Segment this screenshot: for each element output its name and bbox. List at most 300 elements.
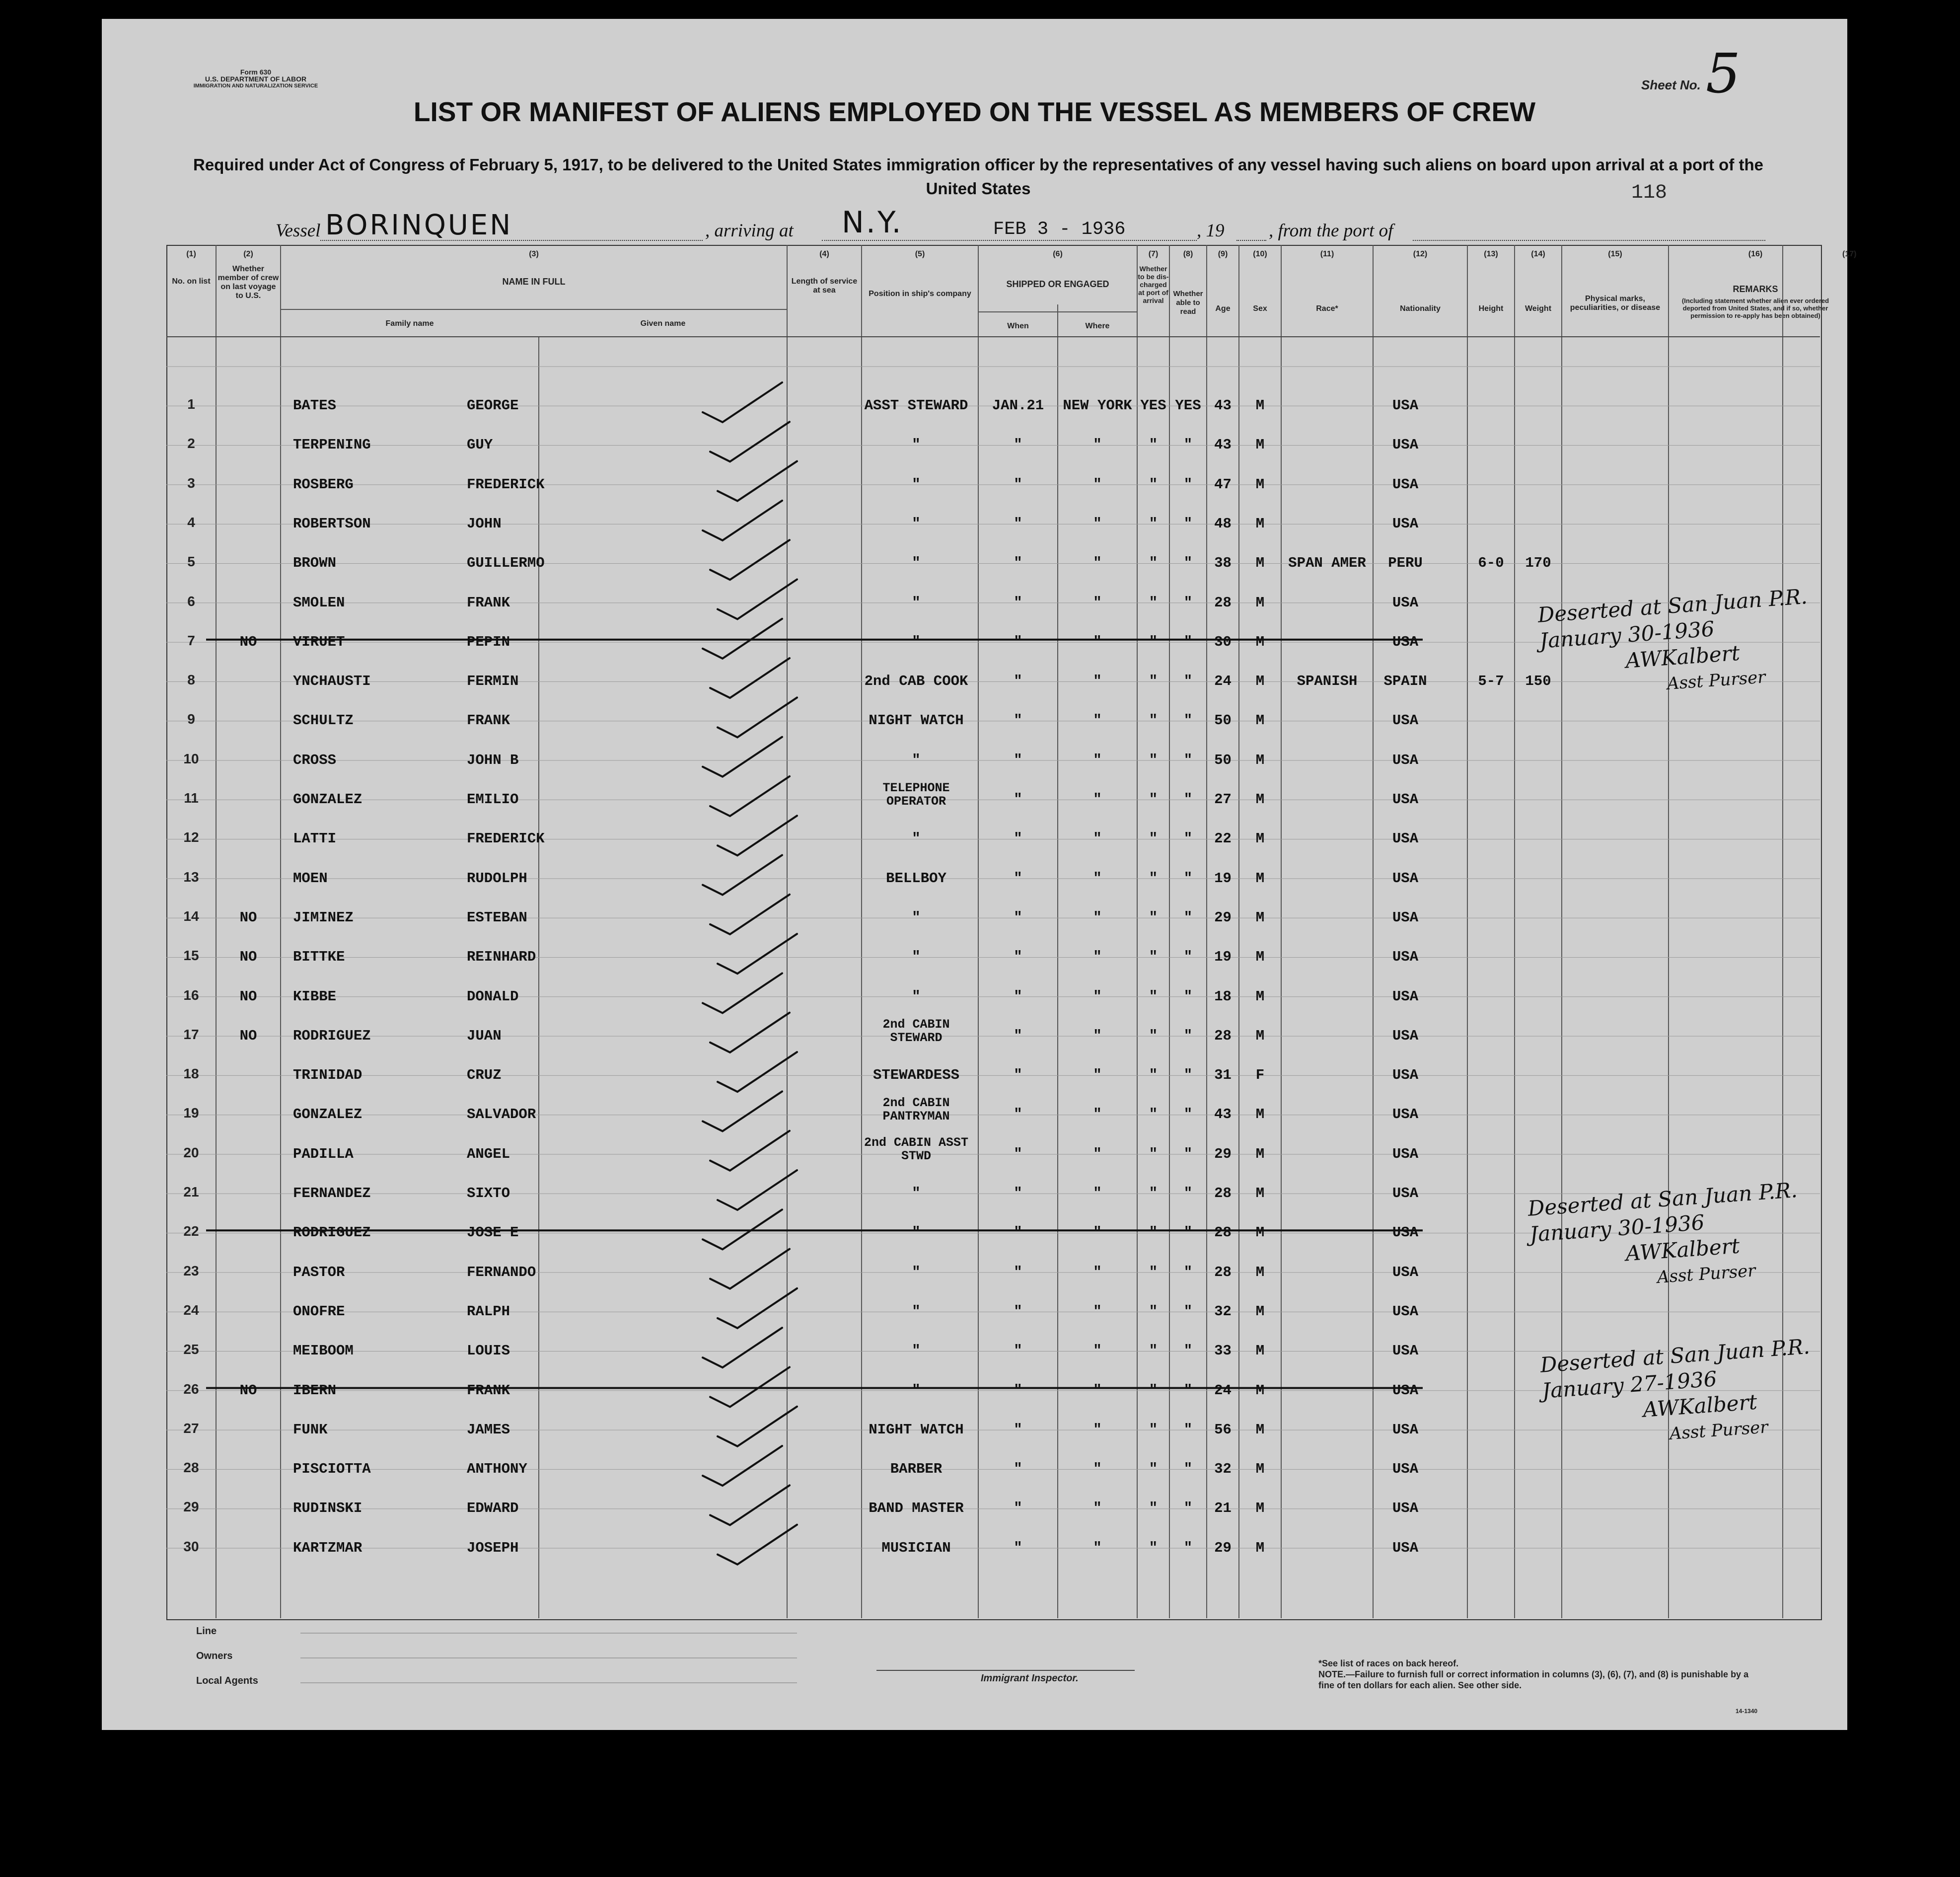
cell-position: " <box>912 1264 921 1280</box>
cell-sex: M <box>1255 594 1265 611</box>
cell-when: " <box>1014 830 1022 847</box>
remark-line: January 30-1936 <box>1538 616 1715 653</box>
cell-when: " <box>1014 1145 1022 1162</box>
row-number: 12 <box>183 829 199 845</box>
cell-sex: M <box>1255 1382 1265 1399</box>
cell-when: JAN.21 <box>992 397 1044 414</box>
cell-nat: USA <box>1392 1224 1419 1241</box>
cell-family: RODRIGUEZ <box>293 1224 371 1241</box>
cell-age: 32 <box>1214 1303 1232 1320</box>
remark-desertion-2 <box>1527 1177 1804 1299</box>
cell-disch: " <box>1149 1145 1158 1162</box>
check-mark <box>710 1249 790 1289</box>
header-shipped-engaged: SHIPPED OR ENGAGED <box>1006 279 1109 289</box>
cell-given: FRANK <box>467 712 510 729</box>
row-number: 13 <box>183 869 199 885</box>
check-mark <box>718 461 797 501</box>
cell-where: " <box>1093 673 1102 690</box>
inspector-label: Immigrant Inspector. <box>981 1673 1079 1684</box>
row-number: 14 <box>183 908 199 924</box>
cell-nat: USA <box>1392 476 1419 493</box>
cell-family: LATTI <box>293 830 337 847</box>
row-number: 16 <box>183 987 199 1003</box>
cell-when: " <box>1014 1343 1022 1359</box>
cell-disch: " <box>1149 988 1158 1005</box>
cell-weight: 170 <box>1525 555 1551 572</box>
row-number: 3 <box>187 475 195 491</box>
row-number: 4 <box>187 514 195 530</box>
check-mark <box>703 737 782 777</box>
cell-age: 56 <box>1214 1421 1232 1438</box>
header-given-name: Given name <box>640 319 686 328</box>
cell-sex: M <box>1255 673 1265 690</box>
cell-where: " <box>1093 1382 1102 1399</box>
colnum-13: (13) <box>1484 250 1498 258</box>
cell-position: STEWARDESS <box>872 1067 960 1084</box>
cell-read: " <box>1183 1185 1193 1201</box>
cell-when: " <box>1014 712 1022 729</box>
cell-family: RUDINSKI <box>293 1500 363 1517</box>
cell-family: FUNK <box>293 1421 328 1438</box>
remark-title: Asst Purser <box>1656 1261 1756 1288</box>
cell-where: " <box>1093 594 1102 611</box>
cell-disch: " <box>1149 1224 1158 1241</box>
cell-position: BARBER <box>890 1461 943 1478</box>
cell-nat: SPAIN <box>1383 673 1427 690</box>
cell-read: " <box>1183 555 1193 572</box>
cell-family: IBERN <box>293 1382 337 1399</box>
cell-given: JUAN <box>467 1027 502 1044</box>
cell-position: " <box>912 594 921 611</box>
cell-read: " <box>1183 1224 1193 1241</box>
check-mark <box>718 1288 797 1328</box>
check-mark <box>710 1131 790 1171</box>
colnum-16: (16) <box>1748 250 1763 258</box>
cell-nat: USA <box>1392 712 1419 729</box>
cell-given: FERNANDO <box>467 1264 536 1280</box>
cell-where: " <box>1093 751 1102 768</box>
cell-sex: M <box>1255 1145 1265 1162</box>
row-number: 24 <box>183 1302 199 1318</box>
cell-disch: " <box>1149 1382 1158 1399</box>
cell-read: " <box>1183 1145 1193 1162</box>
cell-when: " <box>1014 673 1022 690</box>
cell-sex: M <box>1255 949 1265 966</box>
cell-sex: M <box>1255 1027 1265 1044</box>
cell-when: " <box>1014 476 1022 493</box>
cell-given: FERMIN <box>467 673 519 690</box>
cell-family: SMOLEN <box>293 594 345 611</box>
cell-nat: USA <box>1392 751 1419 768</box>
manifest-title: LIST OR MANIFEST OF ALIENS EMPLOYED ON THE VESSEL AS MEMBERS OF CREW <box>413 96 1536 127</box>
punch-hole <box>42 1470 64 1492</box>
manifest-subtitle: Required under Act of Congress of February 5, 1917, to be delivered to the United States immigration officer by the representatives of any vessel having such aliens on board upon arrival at a port of the United States <box>193 155 1763 198</box>
cell-read: " <box>1183 1382 1193 1399</box>
cell-age: 19 <box>1214 870 1232 887</box>
cell-where: " <box>1093 1027 1102 1044</box>
cell-sex: F <box>1255 1067 1265 1084</box>
header-no-on-list: No. on list <box>172 277 211 286</box>
cell-age: 18 <box>1214 988 1232 1005</box>
cell-given: RUDOLPH <box>467 870 527 887</box>
cell-age: 24 <box>1214 673 1232 690</box>
check-mark <box>703 501 782 540</box>
header-able-read: Whether able to read <box>1173 290 1203 316</box>
cell-disch: " <box>1149 1106 1158 1123</box>
cell-read: " <box>1183 1500 1193 1517</box>
cell-position: NIGHT WATCH <box>869 1421 964 1438</box>
cell-position: " <box>912 751 921 768</box>
cell-sex: M <box>1255 1303 1265 1320</box>
cell-where: " <box>1093 988 1102 1005</box>
row-number: 6 <box>187 593 195 609</box>
cell-family: TERPENING <box>293 437 371 453</box>
cell-disch: " <box>1149 949 1158 966</box>
remark-desertion-1 <box>1537 584 1814 705</box>
colnum-14: (14) <box>1531 250 1545 258</box>
cell-family: BITTKE <box>293 949 345 966</box>
cell-nat: USA <box>1392 397 1419 414</box>
cell-position: " <box>912 555 921 572</box>
form-number: Form 630 <box>240 68 272 76</box>
header-race: Race* <box>1316 304 1338 313</box>
cell-nat: PERU <box>1388 555 1423 572</box>
cell-family: GONZALEZ <box>293 1106 363 1123</box>
cell-when: " <box>1014 988 1022 1005</box>
cell-when: " <box>1014 1303 1022 1320</box>
cell-when: " <box>1014 870 1022 887</box>
cell-sex: M <box>1255 397 1265 414</box>
cell-given: CRUZ <box>467 1067 502 1084</box>
cell-where: " <box>1093 1343 1102 1359</box>
colnum-2: (2) <box>243 250 253 258</box>
cell-height: 6-0 <box>1478 555 1504 572</box>
cell-disch: " <box>1149 594 1158 611</box>
check-mark <box>718 1170 797 1210</box>
cell-sex: M <box>1255 1343 1265 1359</box>
cell-when: " <box>1014 594 1022 611</box>
header-discharged: Whether to be dis-charged at port of arrival <box>1138 265 1169 304</box>
cell-nat: USA <box>1392 1500 1419 1517</box>
cell-sex: M <box>1255 1224 1265 1241</box>
cell-family: ONOFRE <box>293 1303 345 1320</box>
cell-family: PISCIOTTA <box>293 1461 371 1478</box>
cell-family: PASTOR <box>293 1264 345 1280</box>
cell-read: " <box>1183 1343 1193 1359</box>
cell-disch: " <box>1149 712 1158 729</box>
cell-read: " <box>1183 1106 1193 1123</box>
arriving-port: N.Y. <box>842 205 903 240</box>
cell-position: 2nd CAB COOK <box>864 673 968 690</box>
cell-read: " <box>1183 1421 1193 1438</box>
cell-disch: " <box>1149 555 1158 572</box>
colnum-12: (12) <box>1413 250 1428 258</box>
cell-family: ROSBERG <box>293 476 354 493</box>
cell-when: " <box>1014 1027 1022 1044</box>
cell-given: SALVADOR <box>467 1106 536 1123</box>
cell-given: ANGEL <box>467 1145 510 1162</box>
cell-family: MOEN <box>293 870 328 887</box>
remark-line: January 27-1936 <box>1541 1366 1718 1403</box>
colnum-6: (6) <box>1053 250 1063 258</box>
check-mark <box>718 934 797 974</box>
cell-given: JOSEPH <box>467 1539 519 1556</box>
cell-age: 33 <box>1214 1343 1232 1359</box>
cell-disch: " <box>1149 909 1158 926</box>
cell-sex: M <box>1255 1539 1265 1556</box>
header-height: Height <box>1478 304 1504 313</box>
cell-given: GUILLERMO <box>467 555 545 572</box>
cell-nat: USA <box>1392 988 1419 1005</box>
cell-sex: M <box>1255 870 1265 887</box>
header-family-name: Family name <box>385 319 434 328</box>
cell-nat: USA <box>1392 633 1419 650</box>
cell-sex: M <box>1255 791 1265 808</box>
row-number: 27 <box>183 1420 199 1436</box>
cell-age: 38 <box>1214 555 1232 572</box>
from-port-label: , from the port of <box>1269 221 1393 241</box>
owners-label: Owners <box>196 1651 233 1661</box>
cell-read: " <box>1183 673 1193 690</box>
remark-line: Deserted at San Juan P.R. <box>1539 1334 1811 1377</box>
row-number: 18 <box>183 1066 199 1082</box>
cell-sex: M <box>1255 988 1265 1005</box>
cell-position: " <box>912 1382 921 1399</box>
cell-nat: USA <box>1392 515 1419 532</box>
cell-given: FREDERICK <box>467 476 545 493</box>
cell-read: " <box>1183 1539 1193 1556</box>
cell-where: " <box>1093 1067 1102 1084</box>
cell-given: PEPIN <box>467 633 510 650</box>
cell-position: " <box>912 1224 921 1241</box>
cell-sex: M <box>1255 1461 1265 1478</box>
cell-where: " <box>1093 712 1102 729</box>
check-mark <box>703 382 782 422</box>
punch-hole <box>42 1128 64 1150</box>
header-sex: Sex <box>1253 304 1267 313</box>
cell-given: ESTEBAN <box>467 909 527 926</box>
colnum-11: (11) <box>1320 250 1334 258</box>
cell-position: " <box>912 1303 921 1320</box>
row-number: 5 <box>187 554 195 570</box>
cell-nat: USA <box>1392 1343 1419 1359</box>
cell-read: " <box>1183 1027 1193 1044</box>
row-number: 26 <box>183 1381 199 1397</box>
cell-read: " <box>1183 1303 1193 1320</box>
cell-read: " <box>1183 437 1193 453</box>
cell-age: 28 <box>1214 1185 1232 1201</box>
cell-age: 43 <box>1214 1106 1232 1123</box>
cell-sex: M <box>1255 1500 1265 1517</box>
cell-weight: 150 <box>1525 673 1551 690</box>
check-mark <box>703 1091 782 1131</box>
cell-disch: " <box>1149 830 1158 847</box>
cell-height: 5-7 <box>1478 673 1504 690</box>
cell-disch: YES <box>1140 397 1166 414</box>
cell-position: ASST STEWARD <box>864 397 968 414</box>
cell-read: " <box>1183 1264 1193 1280</box>
colnum-3: (3) <box>529 250 539 258</box>
cell-age: 47 <box>1214 476 1232 493</box>
cell-disch: " <box>1149 870 1158 887</box>
cell-family: BATES <box>293 397 337 414</box>
cell-read: " <box>1183 633 1193 650</box>
cell-age: 29 <box>1214 909 1232 926</box>
colnum-8: (8) <box>1183 250 1193 258</box>
cell-disch: " <box>1149 751 1158 768</box>
cell-given: EDWARD <box>467 1500 519 1517</box>
cell-nat: USA <box>1392 437 1419 453</box>
cell-where: " <box>1093 791 1102 808</box>
cell-nat: USA <box>1392 1382 1419 1399</box>
row-number: 17 <box>183 1026 199 1042</box>
cell-disch: " <box>1149 515 1158 532</box>
cell-position: " <box>912 909 921 926</box>
cell-nat: USA <box>1392 594 1419 611</box>
cell-when: " <box>1014 515 1022 532</box>
check-mark <box>703 1328 782 1367</box>
races-note: *See list of races on back hereof. <box>1318 1658 1459 1668</box>
punch-hole <box>42 565 64 587</box>
cell-position: 2nd CABIN PANTRYMAN <box>882 1096 950 1124</box>
cell-race: SPANISH <box>1297 673 1358 690</box>
arrival-date: FEB 3 - 1936 <box>993 219 1126 240</box>
cell-when: " <box>1014 791 1022 808</box>
remark-title: Asst Purser <box>1669 1417 1769 1444</box>
cell-age: 27 <box>1214 791 1232 808</box>
cell-disch: " <box>1149 1185 1158 1201</box>
cell-position: " <box>912 633 921 650</box>
header-nationality: Nationality <box>1400 304 1441 313</box>
punch-hole <box>42 642 64 664</box>
remark-line: January 30-1936 <box>1528 1210 1705 1247</box>
cell-position: 2nd CABIN ASST STWD <box>864 1135 969 1163</box>
cell-nat: USA <box>1392 909 1419 926</box>
check-mark <box>710 895 790 934</box>
cell-when: " <box>1014 1539 1022 1556</box>
check-mark <box>710 540 790 580</box>
cell-when: " <box>1014 633 1022 650</box>
header-length-service: Length of service at sea <box>791 277 858 295</box>
colnum-5: (5) <box>915 250 925 258</box>
cell-read: " <box>1183 712 1193 729</box>
footer-notes <box>1318 1658 1765 1691</box>
cell-position: " <box>912 988 921 1005</box>
row-number: 22 <box>183 1223 199 1239</box>
cell-family: ROBERTSON <box>293 515 371 532</box>
cell-family: VIRUET <box>293 633 345 650</box>
cell-disch: " <box>1149 673 1158 690</box>
form-code: 14-1340 <box>1736 1708 1758 1715</box>
cell-age: 28 <box>1214 1027 1232 1044</box>
cell-where: " <box>1093 1303 1102 1320</box>
remark-line: Deserted at San Juan P.R. <box>1527 1178 1799 1221</box>
cell-age: 29 <box>1214 1539 1232 1556</box>
check-mark <box>703 855 782 895</box>
cell-prev: NO <box>239 1027 257 1044</box>
cell-disch: " <box>1149 1303 1158 1320</box>
row-number: 28 <box>183 1460 199 1476</box>
cell-given: EMILIO <box>467 791 519 808</box>
header-age: Age <box>1215 304 1231 313</box>
check-mark <box>710 776 790 816</box>
cell-nat: USA <box>1392 791 1419 808</box>
cell-disch: " <box>1149 437 1158 453</box>
cell-when: " <box>1014 949 1022 966</box>
cell-when: " <box>1014 1500 1022 1517</box>
row-number: 19 <box>183 1105 199 1121</box>
cell-nat: USA <box>1392 1264 1419 1280</box>
sheet-number: 5 <box>1706 42 1741 105</box>
cell-prev: NO <box>239 909 257 926</box>
cell-family: RODRIGUEZ <box>293 1027 371 1044</box>
punch-hole <box>42 1212 64 1234</box>
penalty-note: NOTE.—Failure to furnish full or correct information in columns (3), (6), (7), and (8) is punishable by a fine of ten dollars for each alien. See other side. <box>1318 1669 1749 1690</box>
cell-given: DONALD <box>467 988 519 1005</box>
cell-read: " <box>1183 791 1193 808</box>
cell-nat: USA <box>1392 1303 1419 1320</box>
cell-nat: USA <box>1392 1461 1419 1478</box>
cell-given: RALPH <box>467 1303 510 1320</box>
vessel-label: Vessel <box>276 221 321 241</box>
cell-disch: " <box>1149 1027 1158 1044</box>
cell-given: JOHN B <box>467 751 519 768</box>
cell-given: REINHARD <box>467 949 536 966</box>
cell-read: " <box>1183 830 1193 847</box>
cell-disch: " <box>1149 791 1158 808</box>
cell-where: " <box>1093 1106 1102 1123</box>
cell-where: " <box>1093 1185 1102 1201</box>
cell-sex: M <box>1255 555 1265 572</box>
cell-age: 48 <box>1214 515 1232 532</box>
row-number: 21 <box>183 1184 199 1200</box>
cell-position: " <box>912 830 921 847</box>
cell-age: 30 <box>1214 633 1232 650</box>
header-when: When <box>1007 322 1029 330</box>
check-mark <box>718 580 797 619</box>
cell-disch: " <box>1149 1264 1158 1280</box>
remark-signature: AWKalbert <box>1642 1389 1758 1422</box>
cell-disch: " <box>1149 1500 1158 1517</box>
check-mark <box>718 1407 797 1446</box>
cell-when: " <box>1014 437 1022 453</box>
cell-age: 22 <box>1214 830 1232 847</box>
cell-where: " <box>1093 1145 1102 1162</box>
cell-given: GEORGE <box>467 397 519 414</box>
cell-sex: M <box>1255 437 1265 453</box>
cell-disch: " <box>1149 476 1158 493</box>
cell-prev: NO <box>239 633 257 650</box>
check-mark <box>710 658 790 698</box>
cell-sex: M <box>1255 515 1265 532</box>
cell-sex: M <box>1255 1185 1265 1201</box>
cell-disch: " <box>1149 1421 1158 1438</box>
cell-family: GONZALEZ <box>293 791 363 808</box>
cell-read: " <box>1183 515 1193 532</box>
cell-position: BELLBOY <box>886 870 946 887</box>
line-label: Line <box>196 1626 217 1637</box>
cell-when: " <box>1014 1224 1022 1241</box>
check-mark <box>718 697 797 737</box>
cell-position: TELEPHONE OPERATOR <box>882 781 950 809</box>
cell-nat: USA <box>1392 1027 1419 1044</box>
cell-nat: USA <box>1392 1421 1419 1438</box>
remark-desertion-3 <box>1539 1334 1816 1455</box>
cell-when: " <box>1014 1185 1022 1201</box>
cell-read: " <box>1183 909 1193 926</box>
header-position: Position in ship's company <box>869 290 971 298</box>
row-number: 7 <box>187 632 195 648</box>
